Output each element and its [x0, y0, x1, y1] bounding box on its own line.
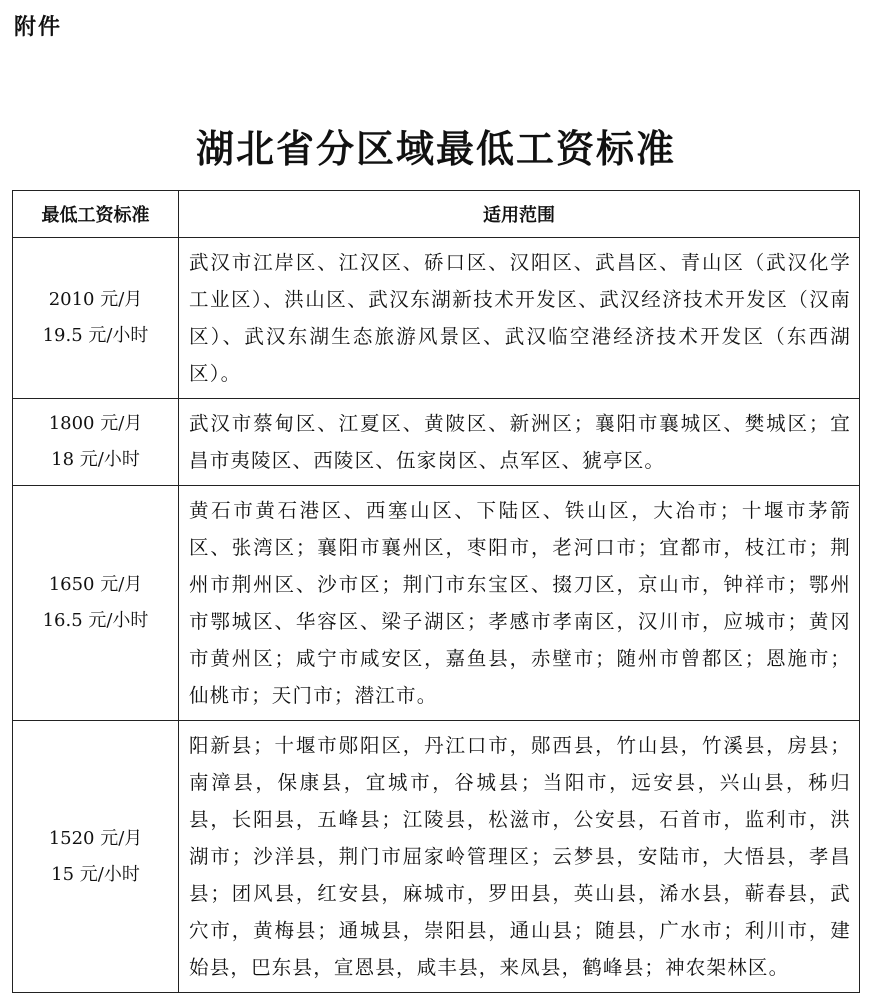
monthly-wage: 2010 元/月 — [48, 289, 143, 310]
hourly-wage: 19.5 元/小时 — [42, 325, 149, 346]
header-scope: 适用范围 — [179, 191, 860, 238]
table-row — [13, 238, 860, 399]
scope-cell: 黄石市黄石港区、西塞山区、下陆区、铁山区，大冶市；十堰市茅箭区、张湾区；襄阳市襄州区，枣阳市，老河口市；宜都市，枝江市；荆州市荆州区、沙市区；荆门市东宝区、掇刀区，京山市，钟祥市；鄂州市鄂城区、华容区、梁子湖区；孝感市孝南区，汉川市，应城市；黄冈市黄州区；咸宁市咸安区，嘉鱼县，赤壁市；随州市曾都区；恩施市；仙桃市；天门市；潜江市。 — [179, 486, 860, 721]
hourly-wage: 15 元/小时 — [51, 863, 140, 885]
hourly-wage: 16.5 元/小时 — [42, 610, 149, 631]
wage-standard-cell — [13, 238, 179, 399]
scope-cell: 武汉市蔡甸区、江夏区、黄陂区、新洲区；襄阳市襄城区、樊城区；宜昌市夷陵区、西陵区、伍家岗区、点军区、猇亭区。 — [179, 399, 860, 486]
scope-cell: 武汉市江岸区、江汉区、硚口区、汉阳区、武昌区、青山区（武汉化学工业区）、洪山区、武汉东湖新技术开发区、武汉经济技术开发区（汉南区）、武汉东湖生态旅游风景区、武汉临空港经济技术开发区（东西湖区）。 — [179, 238, 860, 399]
wage-standard-cell — [13, 399, 179, 486]
table-row — [13, 399, 860, 486]
annex-label: 附件 — [14, 15, 63, 40]
minimum-wage-table — [12, 190, 860, 993]
scope-cell: 阳新县；十堰市郧阳区，丹江口市，郧西县，竹山县，竹溪县，房县；南漳县，保康县，宜城市，谷城县；当阳市，远安县，兴山县，秭归县，长阳县，五峰县；江陵县，松滋市，公安县，石首市，监利市，洪湖市；沙洋县，荆门市屈家岭管理区；云梦县，安陆市，大悟县，孝昌县；团风县，红安县，麻城市，罗田县，英山县，浠水县，蕲春县，武穴市，黄梅县；通城县，崇阳县，通山县；随县，广水市；利川市，建始县，巴东县，宣恩县，咸丰县，来凤县，鹤峰县；神农架林区。 — [179, 721, 860, 993]
wage-standard-cell — [13, 721, 179, 993]
monthly-wage: 1650 元/月 — [48, 574, 143, 595]
hourly-wage: 18 元/小时 — [51, 449, 140, 470]
wage-standard-cell — [13, 486, 179, 721]
page-title: 湖北省分区域最低工资标准 — [195, 127, 676, 171]
table-row — [13, 486, 860, 721]
monthly-wage: 1520 元/月 — [48, 827, 143, 849]
table-row — [13, 721, 860, 993]
monthly-wage: 1800 元/月 — [48, 413, 143, 434]
table-header-row — [13, 191, 860, 238]
header-wage-standard: 最低工资标准 — [13, 191, 179, 238]
